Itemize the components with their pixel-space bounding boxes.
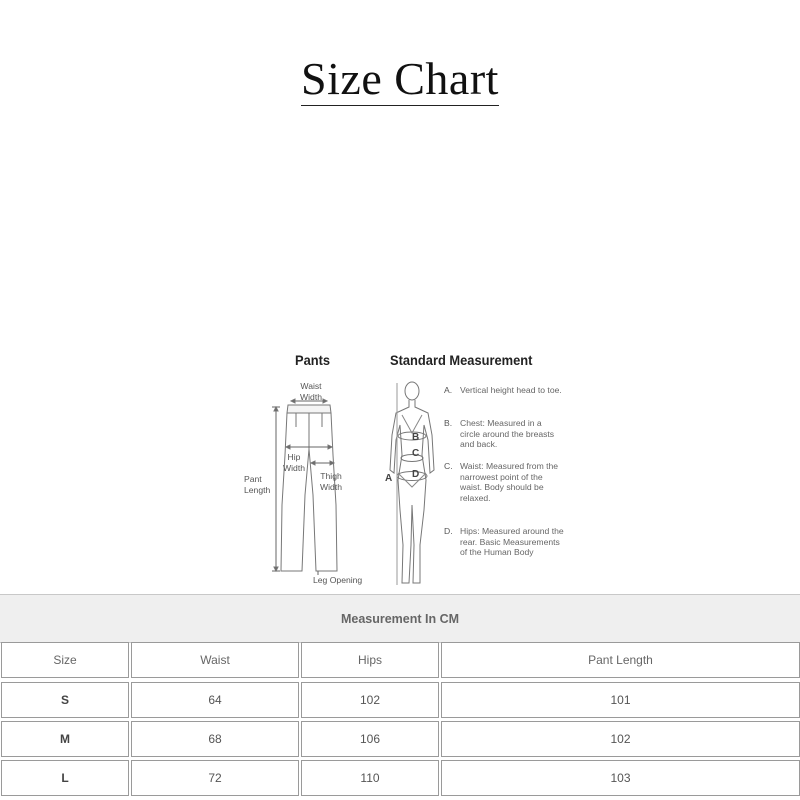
pant-length-label: Pant Length [244,474,271,495]
size-cell: L [1,760,129,796]
size-cell: M [1,721,129,757]
definition-text: Waist: Measured from the narrowest point of the waist. Body should be relaxed. [460,461,559,503]
pant-length-cell: 103 [441,760,800,796]
letter-b-label: B [412,432,420,443]
definition-text: Vertical height head to toe. [460,385,562,395]
page-title: Size Chart [301,53,499,104]
table-row [0,721,800,757]
header-size: Size [1,642,129,678]
hips-cell: 106 [301,721,439,757]
table-header-row [0,642,800,678]
letter-c-label: C [412,448,420,459]
waist-cell: 68 [131,721,299,757]
thigh-width-label: Thigh Width [320,471,342,492]
waist-width-label: Waist Width [300,381,322,402]
definition-key: A. [444,385,453,395]
waist-cell: 72 [131,760,299,796]
definition-text: Chest: Measured in a circle around the breasts and back. [460,418,555,450]
hip-width-label: Hip Width [283,452,305,473]
letter-a-label: A [385,473,393,484]
definition-a [444,385,564,396]
definition-b [444,418,564,450]
definition-key: B. [444,418,453,428]
definition-key: D. [444,526,453,536]
table-row [0,682,800,718]
hips-cell: 102 [301,682,439,718]
pant-length-cell: 101 [441,682,800,718]
table-row [0,760,800,796]
definition-text: Hips: Measured around the rear. Basic Measurements of the Human Body [460,526,564,558]
header-pant-length: Pant Length [441,642,800,678]
definition-key: C. [444,461,453,471]
leg-opening-label: Leg Opening [313,575,363,585]
header-hips: Hips [301,642,439,678]
hips-cell: 110 [301,760,439,796]
pants-header: Pants [295,352,331,368]
definition-d [444,526,564,558]
table-caption: Measurement In CM [0,594,800,643]
waist-cell: 64 [131,682,299,718]
standard-measurement-header: Standard Measurement [390,352,533,368]
letter-d-label: D [412,469,420,480]
header-waist: Waist [131,642,299,678]
definition-c [444,461,564,503]
size-cell: S [1,682,129,718]
pant-length-cell: 102 [441,721,800,757]
measurement-diagram [230,345,570,595]
page-title-wrap [0,52,800,105]
